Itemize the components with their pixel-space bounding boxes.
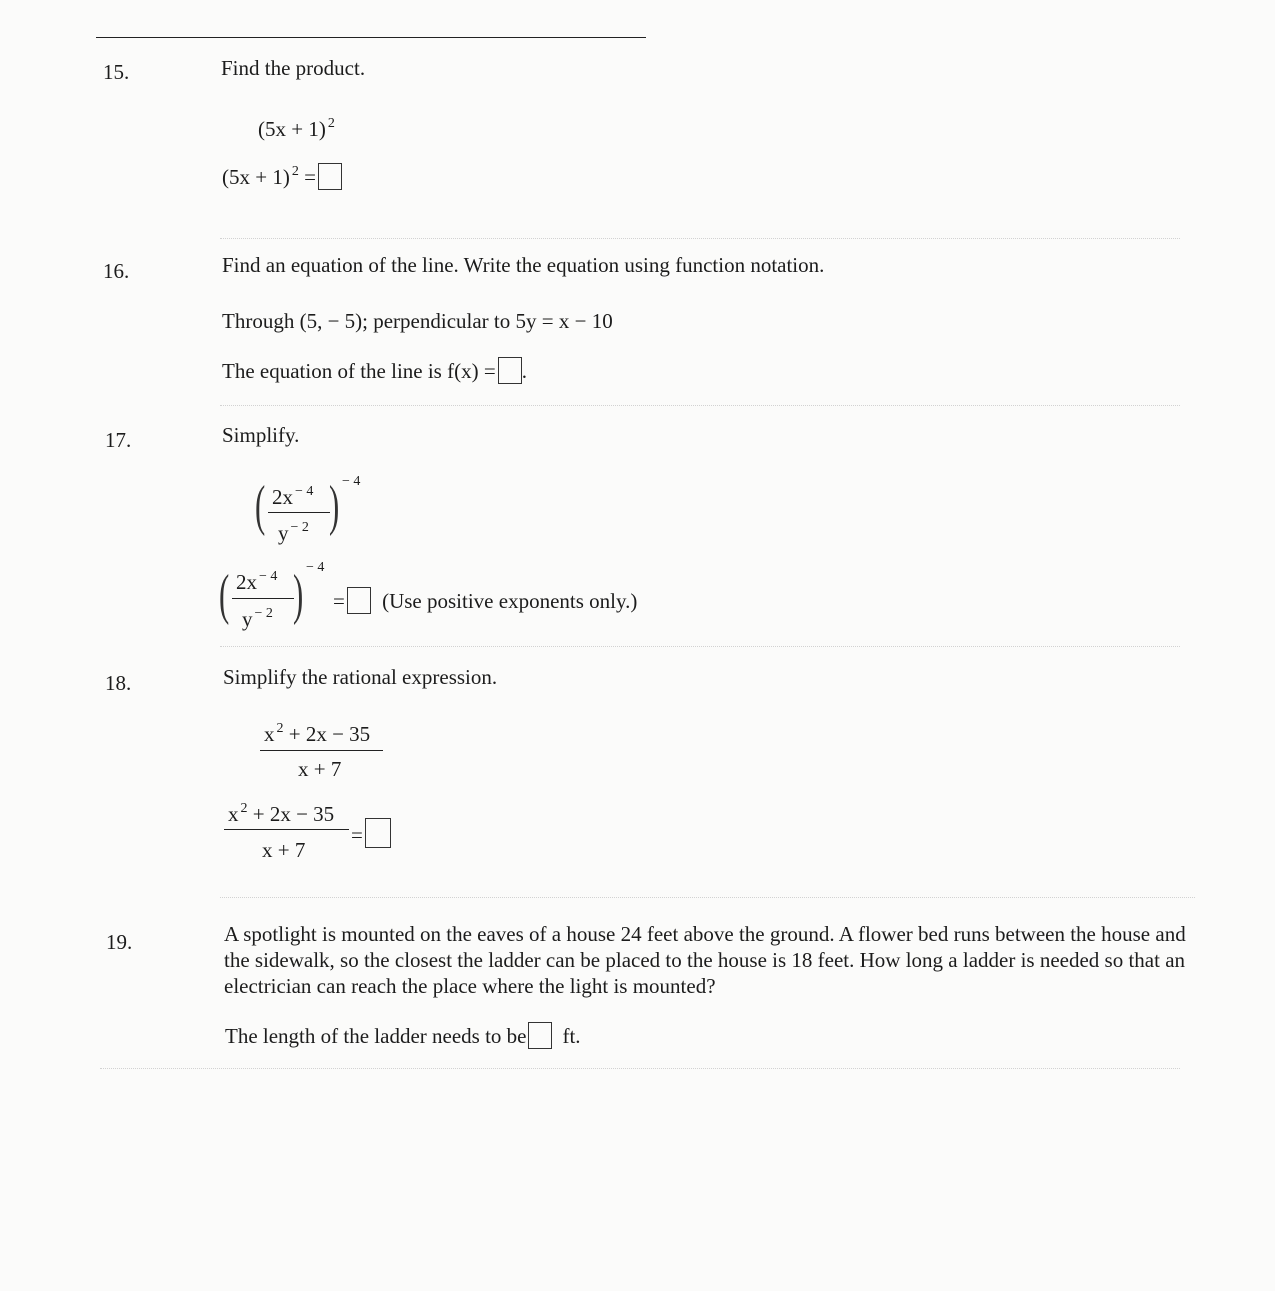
numerator-exponent: 2 bbox=[240, 801, 248, 816]
fraction-numerator bbox=[272, 485, 313, 510]
answer-box[interactable] bbox=[498, 357, 522, 384]
problem-paragraph: A spotlight is mounted on the eaves of a house 24 feet above the ground. A flower bed runs between the house and the sidewalk, so the closest the ladder can be placed to the house is 18 feet. How long a ladder is needed so that an electrician can reach the place where the light is mounted? bbox=[224, 922, 1186, 998]
denominator-base: y bbox=[242, 607, 253, 631]
denominator-base: y bbox=[278, 521, 289, 545]
top-rule bbox=[96, 37, 646, 38]
answer-suffix: . bbox=[521, 359, 527, 383]
numerator-base: 2x bbox=[272, 485, 293, 509]
fraction-bar bbox=[224, 829, 349, 830]
problem-instruction: Find an equation of the line. Write the equation using function notation. bbox=[222, 253, 825, 277]
fraction-bar bbox=[260, 750, 383, 751]
answer-box[interactable] bbox=[318, 163, 342, 190]
separator bbox=[100, 1068, 1180, 1069]
equals-sign: = bbox=[351, 823, 363, 847]
problem-given: Through (5, − 5); perpendicular to 5y = x − 10 bbox=[222, 309, 613, 333]
problem-number: 18. bbox=[105, 671, 132, 695]
separator bbox=[220, 897, 1195, 898]
numerator-x: x bbox=[228, 802, 239, 826]
numerator-exponent: − 4 bbox=[295, 484, 314, 499]
answer-line bbox=[222, 163, 342, 190]
answer-box[interactable] bbox=[365, 818, 391, 848]
problem-number: 17. bbox=[105, 428, 132, 452]
problem-number: 15. bbox=[103, 60, 130, 84]
problem-instruction: Find the product. bbox=[221, 56, 366, 80]
numerator-exponent: − 4 bbox=[259, 569, 278, 584]
numerator-x: x bbox=[264, 722, 275, 746]
fraction-denominator bbox=[278, 521, 309, 546]
answer-prefix: The length of the ladder needs to be bbox=[225, 1024, 527, 1048]
answer-prefix: The equation of the line is f(x) = bbox=[222, 359, 496, 383]
separator bbox=[220, 238, 1180, 239]
answer-eq-group bbox=[333, 587, 637, 614]
answer-exponent: 2 bbox=[291, 164, 299, 179]
fraction-bar bbox=[232, 598, 294, 599]
denominator-exponent: − 2 bbox=[254, 606, 273, 621]
problem-instruction: Simplify the rational expression. bbox=[223, 665, 498, 689]
fraction-numerator bbox=[236, 570, 277, 595]
numerator-exponent: 2 bbox=[276, 721, 284, 736]
answer-box[interactable] bbox=[528, 1022, 552, 1049]
fraction-denominator: x + 7 bbox=[298, 757, 342, 781]
right-paren: ) bbox=[293, 564, 304, 626]
numerator-rest: + 2x − 35 bbox=[252, 802, 335, 826]
answer-suffix: ft. bbox=[562, 1024, 581, 1048]
fraction-numerator bbox=[264, 722, 370, 747]
numerator-base: 2x bbox=[236, 570, 257, 594]
right-paren: ) bbox=[329, 475, 340, 537]
equals-sign: = bbox=[333, 589, 345, 613]
expression-base: (5x + 1) bbox=[258, 117, 326, 141]
separator bbox=[220, 646, 1180, 647]
fraction-numerator bbox=[228, 802, 334, 827]
fraction-denominator: x + 7 bbox=[262, 838, 306, 862]
answer-line bbox=[222, 357, 527, 384]
expression bbox=[258, 117, 335, 142]
left-paren: ( bbox=[255, 475, 266, 537]
problem-number: 16. bbox=[103, 259, 130, 283]
equals-sign: = bbox=[304, 165, 316, 189]
problem-instruction: Simplify. bbox=[222, 423, 300, 447]
answer-box[interactable] bbox=[347, 587, 371, 614]
answer-note: (Use positive exponents only.) bbox=[382, 589, 638, 613]
problem-number: 19. bbox=[106, 930, 133, 954]
fraction-denominator bbox=[242, 607, 273, 632]
answer-eq-group bbox=[351, 818, 391, 848]
answer-base: (5x + 1) bbox=[222, 165, 290, 189]
answer-line bbox=[225, 1022, 581, 1049]
outer-exponent: − 4 bbox=[306, 560, 325, 575]
separator bbox=[220, 405, 1180, 406]
left-paren: ( bbox=[219, 564, 230, 626]
expression-exponent: 2 bbox=[327, 116, 335, 131]
denominator-exponent: − 2 bbox=[290, 520, 309, 535]
fraction-bar bbox=[268, 512, 330, 513]
outer-exponent: − 4 bbox=[342, 474, 361, 489]
numerator-rest: + 2x − 35 bbox=[288, 722, 371, 746]
